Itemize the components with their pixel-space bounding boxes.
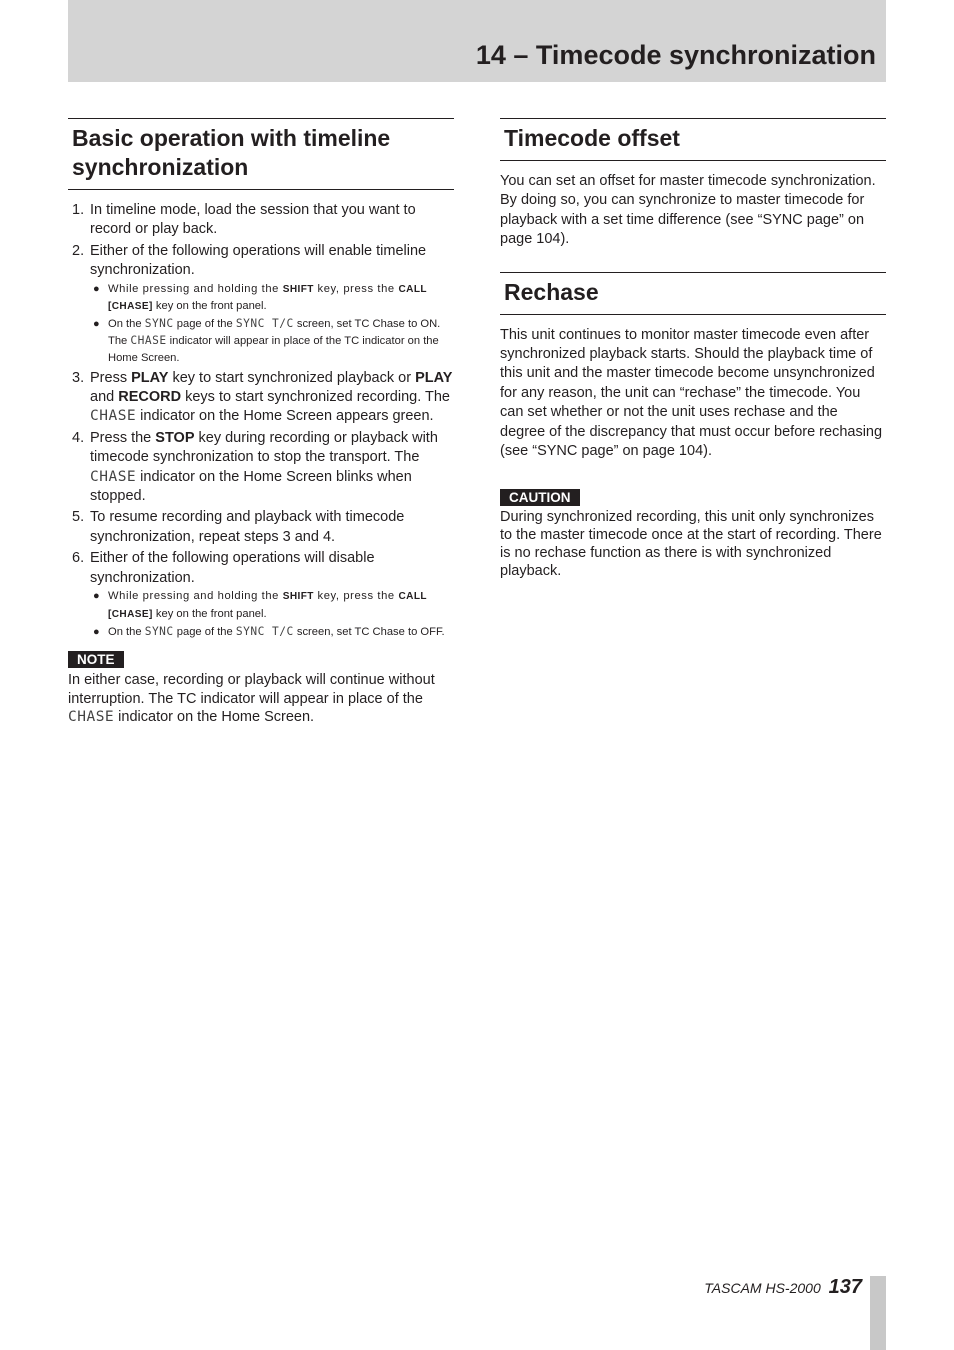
bullet-text: On the [108, 625, 145, 638]
footer-edge-tab [870, 1276, 886, 1350]
bullet-dot-icon: ● [93, 318, 100, 331]
section-heading-basic-operation: Basic operation with timeline synchronization [68, 118, 454, 190]
section-heading-timecode-offset: Timecode offset [500, 118, 886, 161]
bullet-item [90, 624, 454, 641]
bullet-text: screen, set TC Chase to OFF. [293, 625, 445, 638]
bullet-dot-icon: ● [93, 282, 101, 295]
step-number: 3. [72, 369, 85, 386]
lcd-label: SYNC [144, 317, 174, 331]
bullet-item [90, 316, 454, 366]
footer-brand: TASCAM HS-2000 [704, 1280, 821, 1296]
key-label: PLAY [131, 369, 169, 386]
step-text: indicator on the Home Screen appears green. [136, 408, 434, 425]
step-text: Either of the following operations will disable synchronization. [90, 550, 375, 586]
bullet-text: While pressing and holding the [108, 282, 283, 295]
note-block [68, 651, 454, 726]
bullet-text: key on the front panel. [152, 607, 267, 620]
bullet-text: screen, set TC Chase to ON. The [108, 318, 441, 348]
bullet-text: key, press the [313, 282, 399, 295]
list-item [68, 242, 454, 367]
note-text [68, 671, 454, 726]
chapter-header-band [68, 0, 886, 82]
step-text: keys to start synchronized recording. The [181, 389, 450, 406]
list-item [68, 549, 454, 640]
bullet-list [90, 281, 454, 367]
steps-list [68, 201, 454, 640]
list-item [68, 369, 454, 427]
step-text: and [90, 389, 119, 406]
lcd-label: SYNC T/C [235, 317, 294, 331]
lcd-label: CHASE [68, 709, 115, 726]
bullet-text: On the [108, 318, 145, 331]
list-item [68, 429, 454, 507]
step-text: Either of the following operations will enable timeline synchronization. [90, 242, 427, 279]
list-item [68, 508, 454, 547]
page-number: 137 [828, 1276, 862, 1298]
section-heading-rechase: Rechase [500, 272, 886, 315]
step-number: 5. [72, 509, 85, 526]
list-item [68, 201, 454, 240]
key-label: CALL [CHASE] [108, 283, 427, 313]
bullet-text: While pressing and holding the [108, 590, 283, 603]
bullet-dot-icon: ● [93, 590, 101, 603]
bullet-text: indicator will appear in place of the TC indicator on the Home Screen. [108, 335, 439, 364]
bullet-item [90, 281, 454, 317]
right-column [500, 118, 886, 581]
bullet-text: page of the [173, 318, 236, 331]
bullet-text: key, press the [313, 590, 399, 603]
bullet-item [90, 588, 454, 624]
step-text: key during recording or playback with timecode synchronization to stop the transport. The [90, 429, 438, 466]
key-label: RECORD [118, 389, 182, 406]
step-text: Press the [90, 429, 156, 446]
left-column [68, 118, 454, 726]
lcd-label: SYNC [144, 624, 174, 638]
step-text: key to start synchronized playback or [168, 369, 416, 386]
key-label: STOP [155, 429, 195, 446]
lcd-label: CHASE [130, 334, 167, 348]
rechase-text: This unit continues to monitor master timecode even after synchronized playback starts. Should the playback time of this unit and the master timecode become unsynchronized for any reason, the unit can “rechase” the timecode. You can set whether or not the unit uses rechase and the degree of the discrepancy that must occur before rechasing (see “SYNC page” on page 104). [500, 326, 883, 460]
note-label: NOTE [68, 651, 124, 668]
key-label: SHIFT [282, 591, 314, 603]
timecode-offset-text: You can set an offset for master timecode synchronization. By doing so, you can synchronize to master timecode for playback with a set time difference (see “SYNC page” on page 104). [500, 173, 876, 248]
caution-block [500, 489, 886, 580]
lcd-label: CHASE [90, 468, 137, 485]
key-label: CALL [CHASE] [108, 591, 427, 620]
bullet-list [90, 588, 454, 640]
lcd-label: CHASE [90, 408, 137, 425]
note-text-part: In either case, recording or playback will continue without interruption. The TC indicator will appear in place of the [68, 672, 435, 707]
step-number: 4. [72, 429, 85, 446]
step-number: 6. [72, 550, 85, 567]
key-label: SHIFT [282, 283, 314, 295]
caution-label: CAUTION [500, 489, 580, 506]
step-text: To resume recording and playback with timecode synchronization, repeat steps 3 and 4. [90, 509, 405, 545]
step-number: 2. [72, 242, 85, 259]
step-text: indicator on the Home Screen blinks when stopped. [90, 468, 412, 505]
bullet-dot-icon: ● [93, 625, 100, 638]
key-label: PLAY [415, 369, 453, 386]
note-text-part: indicator on the Home Screen. [114, 709, 315, 726]
lcd-label: SYNC T/C [235, 624, 294, 638]
bullet-text: key on the front panel. [152, 300, 267, 313]
step-number: 1. [72, 202, 85, 218]
step-text: In timeline mode, load the session that you want to record or play back. [90, 202, 416, 238]
chapter-title: 14 – Timecode synchronization [475, 40, 876, 70]
bullet-text: page of the [173, 625, 236, 638]
page-footer [704, 1276, 862, 1299]
caution-text: During synchronized recording, this unit only synchronizes to the master timecode once at the start of recording. There is no rechase function as there is with synchronized playback. [500, 509, 882, 579]
step-text: Press [90, 369, 132, 386]
